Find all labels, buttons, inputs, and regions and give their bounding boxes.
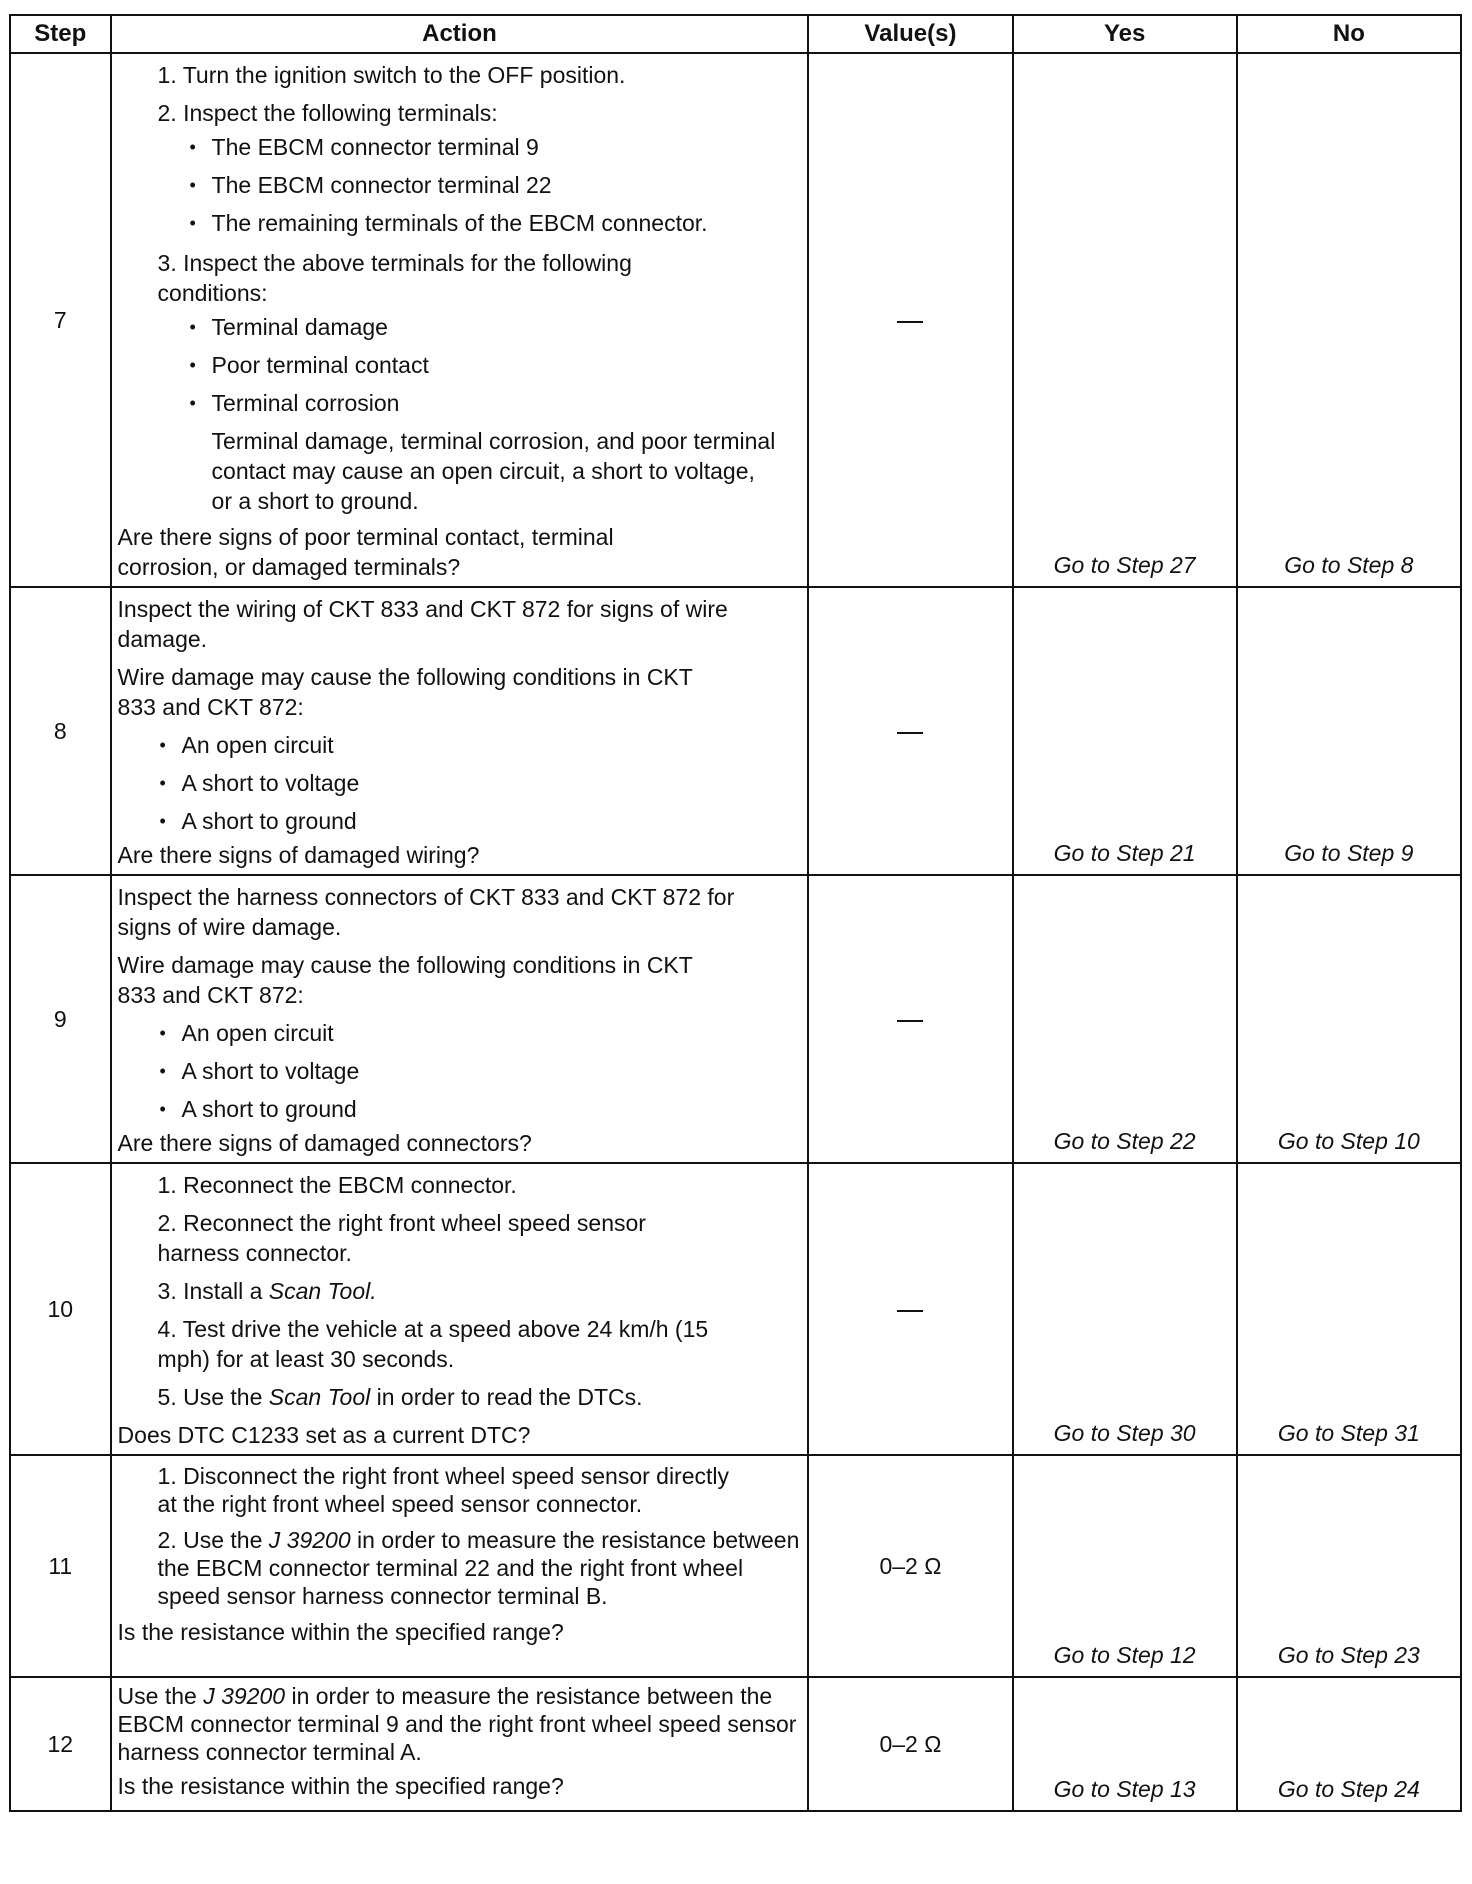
no-cell: Go to Step 10 [1237, 875, 1461, 1163]
value-cell: 0–2 Ω [808, 1677, 1012, 1811]
action-cell [111, 875, 809, 1163]
question-text: Are there signs of poor terminal contact, terminal corrosion, or damaged terminals? [117, 524, 614, 580]
list-item: • A short to voltage [148, 764, 802, 802]
list-item: • Poor terminal contact [178, 346, 802, 384]
table-row-step-10 [10, 1163, 1461, 1455]
instruction-text: Use the J 39200 in order to measure the resistance between the EBCM connector terminal 9 and the right front wheel speed sensor harness connector terminal A. [117, 1683, 797, 1765]
question-text: Is the resistance within the specified range? [117, 1619, 564, 1645]
action-step-5: 5. Use the Scan Tool in order to read the DTCs. [157, 1384, 643, 1410]
condition-list [118, 308, 802, 422]
action-step-1: 1. Reconnect the EBCM connector. [157, 1172, 517, 1198]
dash-mark [897, 1020, 923, 1022]
dash-mark [897, 1310, 923, 1312]
action-step-4: 4. Test drive the vehicle at a speed above 24 km/h (15 mph) for at least 30 seconds. [157, 1316, 709, 1372]
header-step: Step [10, 15, 111, 53]
header-row [10, 15, 1461, 53]
yes-cell: Go to Step 22 [1013, 875, 1237, 1163]
value-cell: 0–2 Ω [808, 1455, 1012, 1677]
tool-ref: J 39200 [268, 1527, 351, 1553]
condition-list [118, 1014, 802, 1128]
intro-text-2: Wire damage may cause the following conditions in CKT 833 and CKT 872: [117, 952, 693, 1008]
action-cell [111, 53, 809, 587]
table-row-step-11 [10, 1455, 1461, 1677]
scan-tool-ref: Scan Tool [268, 1384, 371, 1410]
list-item: • Terminal damage [178, 308, 802, 346]
intro-text: Inspect the wiring of CKT 833 and CKT 872 for signs of wire damage. [117, 596, 728, 652]
header-values: Value(s) [808, 15, 1012, 53]
action-step-3: 3. Install a Scan Tool. [157, 1278, 377, 1304]
action-step-2: 2. Use the J 39200 in order to measure the resistance between the EBCM connector terminal 22 and the right front wheel speed sensor harness connector terminal B. [157, 1527, 800, 1609]
action-cell [111, 1163, 809, 1455]
question-text: Are there signs of damaged wiring? [117, 842, 480, 868]
action-step-2: 2. Inspect the following terminals: [157, 100, 498, 126]
step-number: 10 [10, 1163, 111, 1455]
table-row-step-12 [10, 1677, 1461, 1811]
list-item: • The EBCM connector terminal 22 [178, 166, 802, 204]
terminal-list [118, 128, 802, 242]
question-text: Is the resistance within the specified range? [117, 1773, 564, 1799]
list-item: • Terminal corrosion [178, 384, 802, 422]
yes-cell: Go to Step 13 [1013, 1677, 1237, 1811]
action-cell [111, 1455, 809, 1677]
dash-mark [897, 321, 923, 323]
yes-cell: Go to Step 27 [1013, 53, 1237, 587]
no-cell: Go to Step 31 [1237, 1163, 1461, 1455]
list-item: • The remaining terminals of the EBCM connector. [178, 204, 802, 242]
action-step-1: 1. Turn the ignition switch to the OFF position. [157, 62, 626, 88]
condition-list [118, 726, 802, 840]
yes-cell: Go to Step 30 [1013, 1163, 1237, 1455]
yes-cell: Go to Step 12 [1013, 1455, 1237, 1677]
action-step-1: 1. Disconnect the right front wheel speed sensor directly at the right front wheel speed sensor connector. [157, 1463, 730, 1517]
header-action: Action [111, 15, 809, 53]
step-number: 7 [10, 53, 111, 587]
question-text: Are there signs of damaged connectors? [117, 1130, 532, 1156]
table-row-step-7 [10, 53, 1461, 587]
yes-cell: Go to Step 21 [1013, 587, 1237, 875]
scan-tool-ref: Scan Tool. [268, 1278, 377, 1304]
table-row-step-8 [10, 587, 1461, 875]
no-cell: Go to Step 8 [1237, 53, 1461, 587]
table-row-step-9 [10, 875, 1461, 1163]
header-no: No [1237, 15, 1461, 53]
list-item: • A short to ground [148, 1090, 802, 1128]
list-item: • The EBCM connector terminal 9 [178, 128, 802, 166]
value-cell [808, 53, 1012, 587]
no-cell: Go to Step 24 [1237, 1677, 1461, 1811]
list-item: • A short to ground [148, 802, 802, 840]
intro-text: Inspect the harness connectors of CKT 833 and CKT 872 for signs of wire damage. [117, 884, 735, 940]
diagnostic-table [9, 14, 1462, 1812]
header-yes: Yes [1013, 15, 1237, 53]
question-text: Does DTC C1233 set as a current DTC? [117, 1422, 531, 1448]
action-cell [111, 1677, 809, 1811]
step-number: 12 [10, 1677, 111, 1811]
value-cell [808, 587, 1012, 875]
caution-note: Terminal damage, terminal corrosion, and poor terminal contact may cause an open circuit, a short to voltage, or a short to ground. [211, 428, 776, 514]
list-item: • An open circuit [148, 1014, 802, 1052]
step-number: 11 [10, 1455, 111, 1677]
step-number: 9 [10, 875, 111, 1163]
value-cell [808, 875, 1012, 1163]
no-cell: Go to Step 9 [1237, 587, 1461, 875]
dash-mark [897, 732, 923, 734]
tool-ref: J 39200 [203, 1683, 286, 1709]
no-cell: Go to Step 23 [1237, 1455, 1461, 1677]
intro-text-2: Wire damage may cause the following conditions in CKT 833 and CKT 872: [117, 664, 693, 720]
action-step-2: 2. Reconnect the right front wheel speed sensor harness connector. [157, 1210, 646, 1266]
action-cell [111, 587, 809, 875]
action-step-3: 3. Inspect the above terminals for the following conditions: [157, 250, 632, 306]
value-cell [808, 1163, 1012, 1455]
list-item: • An open circuit [148, 726, 802, 764]
step-number: 8 [10, 587, 111, 875]
list-item: • A short to voltage [148, 1052, 802, 1090]
diagnostic-page [9, 14, 1462, 1812]
